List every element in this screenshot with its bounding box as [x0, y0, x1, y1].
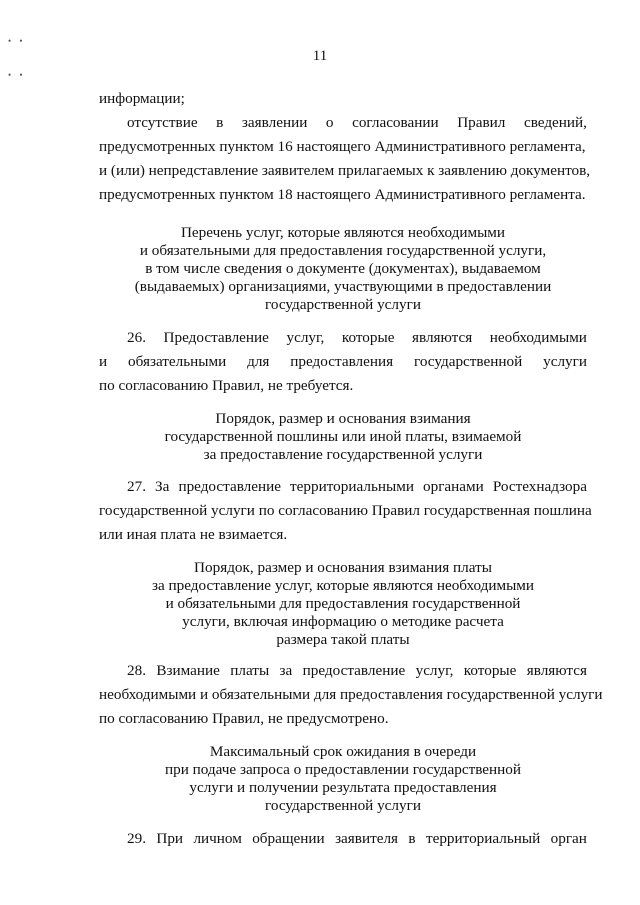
- word: При: [156, 830, 184, 847]
- section-heading-line: государственной услуги: [265, 797, 421, 814]
- word: платы: [230, 662, 270, 679]
- word: 27.: [127, 478, 146, 495]
- word: за: [279, 662, 293, 679]
- word: государственной: [413, 353, 523, 370]
- section-heading-line: Порядок, размер и основания взимания платы: [194, 559, 492, 576]
- justified-line: [127, 328, 587, 347]
- word: отсутствие: [127, 114, 198, 131]
- word: территориальный: [425, 830, 541, 847]
- section-heading-line: услуги, включая информацию о методике расчета: [182, 613, 504, 630]
- word: органами: [423, 478, 484, 495]
- section-heading-line: государственной пошлины или иной платы, взимаемой: [164, 428, 522, 445]
- section-heading-line: за предоставление услуг, которые являются необходимыми: [151, 577, 535, 594]
- text-line: по согласованию Правил, не предусмотрено.: [99, 710, 389, 727]
- word: услуг,: [286, 329, 325, 346]
- text-line: по согласованию Правил, не требуется.: [99, 377, 354, 394]
- word: являются: [526, 662, 587, 679]
- word: обращении: [252, 830, 325, 847]
- section-heading-line: при подаче запроса о предоставлении государственной: [164, 761, 522, 778]
- section-heading-line: услуги и получении результата предоставления: [189, 779, 497, 796]
- word: для: [247, 353, 270, 370]
- text-line: информации;: [99, 90, 185, 107]
- justified-line: [127, 477, 587, 496]
- word: личном: [193, 830, 242, 847]
- section-heading-line: государственной услуги: [265, 296, 421, 313]
- section-heading-line: Перечень услуг, которые являются необходимыми: [180, 224, 506, 241]
- justified-line: [99, 352, 587, 371]
- justified-line: [127, 113, 587, 132]
- section-heading-line: размера такой платы: [276, 631, 410, 648]
- text-line: государственной услуги по согласованию Правил государственная пошлина: [99, 502, 592, 519]
- text-line: и (или) непредставление заявителем прилагаемых к заявлению документов,: [99, 162, 591, 179]
- word: 29.: [127, 830, 146, 847]
- text-line: необходимыми и обязательными для предоставления государственной услуги: [99, 686, 603, 703]
- word: предоставление: [302, 662, 406, 679]
- word: согласовании: [352, 114, 439, 131]
- word: Взимание: [156, 662, 220, 679]
- section-heading-line: и обязательными для предоставления государственной: [165, 595, 521, 612]
- word: в: [408, 830, 416, 847]
- justified-line: [127, 661, 587, 680]
- word: предоставление: [178, 478, 281, 495]
- text-line: предусмотренных пунктом 18 настоящего Административного регламента.: [99, 186, 586, 203]
- margin-mark: • •: [8, 36, 26, 46]
- word: Предоставление: [163, 329, 269, 346]
- text-line: или иная плата не взимается.: [99, 526, 288, 543]
- word: предоставления: [290, 353, 394, 370]
- word: являются: [411, 329, 473, 346]
- justified-line: [127, 829, 587, 848]
- word: сведений,: [523, 114, 587, 131]
- margin-mark: • •: [8, 70, 26, 80]
- word: Правил: [457, 114, 506, 131]
- word: необходимыми: [489, 329, 587, 346]
- word: обязательными: [128, 353, 227, 370]
- section-heading-line: и обязательными для предоставления государственной услуги,: [139, 242, 547, 259]
- section-heading-line: Порядок, размер и основания взимания: [215, 410, 471, 427]
- word: 28.: [127, 662, 146, 679]
- word: Ростехнадзора: [492, 478, 587, 495]
- word: территориальными: [290, 478, 414, 495]
- word: в: [216, 114, 224, 131]
- section-heading-line: за предоставление государственной услуги: [203, 446, 483, 463]
- word: услуг,: [415, 662, 454, 679]
- text-line: предусмотренных пунктом 16 настоящего Административного регламента,: [99, 138, 586, 155]
- word: и: [99, 353, 108, 370]
- word: орган: [550, 830, 587, 847]
- word: заявлении: [241, 114, 308, 131]
- word: услуги: [543, 353, 587, 370]
- section-heading-line: (выдаваемых) организациями, участвующими в предоставлении: [134, 278, 552, 295]
- word: которые: [341, 329, 395, 346]
- word: заявителя: [335, 830, 399, 847]
- page-number: 11: [312, 48, 328, 64]
- word: 26.: [127, 329, 146, 346]
- word: которые: [463, 662, 517, 679]
- word: За: [155, 478, 170, 495]
- word: о: [325, 114, 334, 131]
- section-heading-line: Максимальный срок ожидания в очереди: [209, 743, 477, 760]
- section-heading-line: в том числе сведения о документе (документах), выдаваемом: [145, 260, 541, 277]
